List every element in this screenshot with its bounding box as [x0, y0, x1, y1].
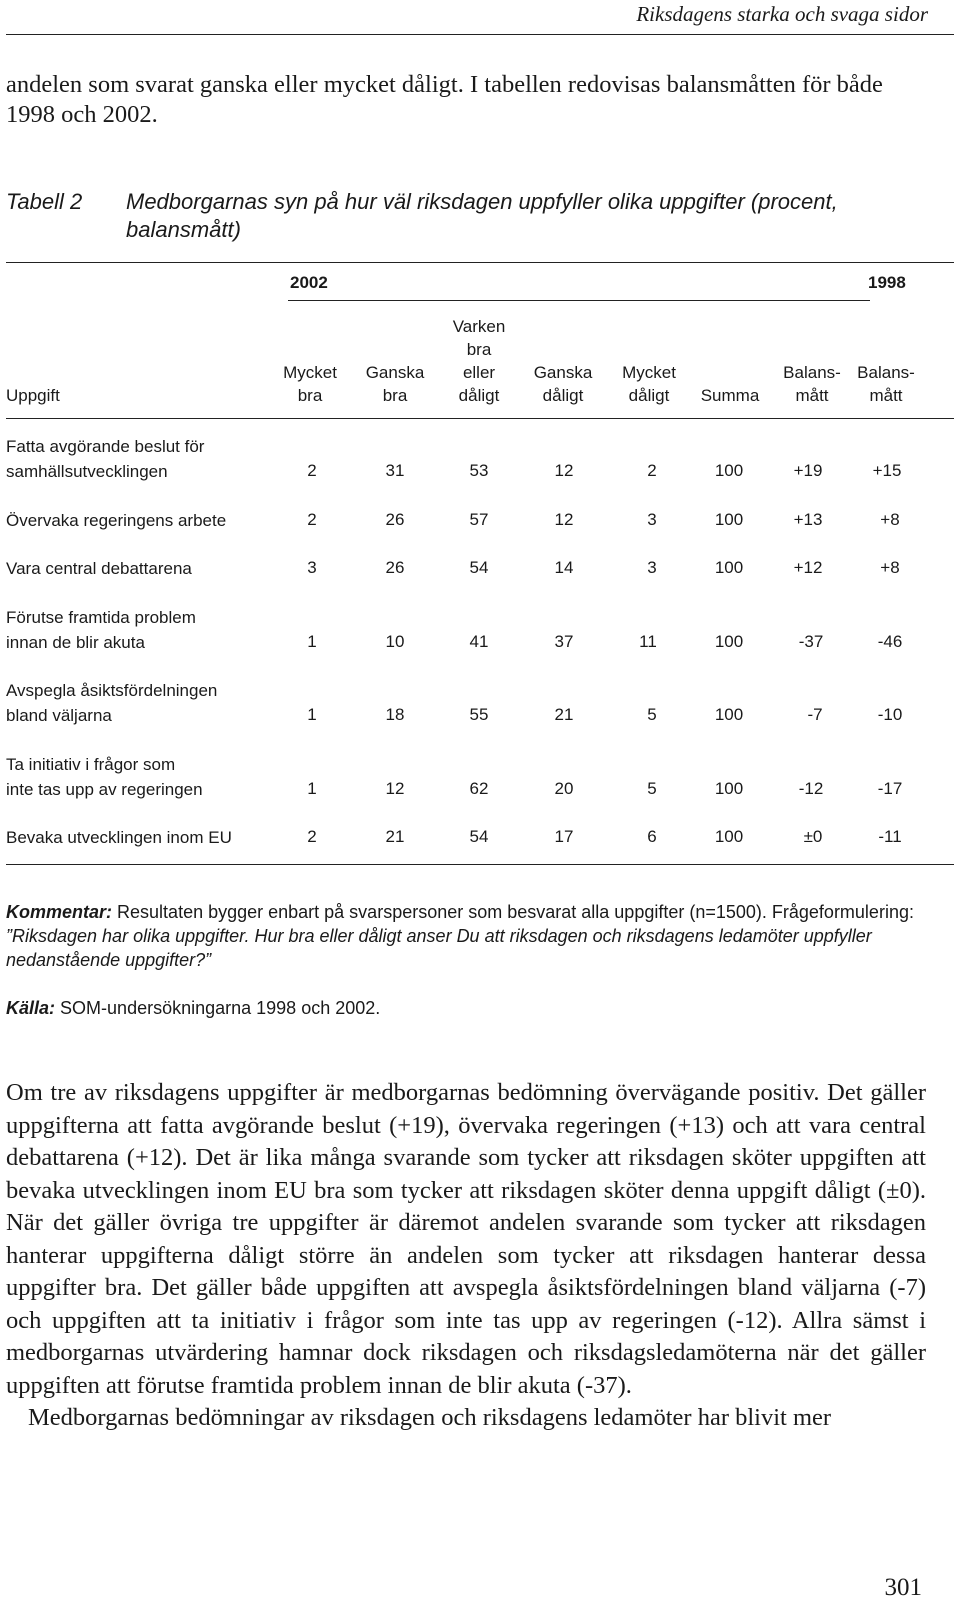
col-header-varken: Varken bra eller dåligt	[452, 317, 506, 405]
header-bottom-rule	[6, 418, 954, 419]
cell-mycket-bra: 3	[307, 558, 317, 577]
cell-balans-1998: -11	[878, 827, 902, 846]
cell-balans-1998: -46	[877, 632, 903, 651]
cell-summa: 100	[714, 827, 744, 846]
table-label: Tabell 2	[6, 189, 83, 214]
cell-varken: 54	[469, 558, 489, 577]
cell-mycket-daligt: 3	[647, 558, 657, 577]
source-text: SOM-undersökningarna 1998 och 2002.	[60, 998, 381, 1018]
comment-text: Resultaten bygger enbart på svarspersoner som besvarat alla uppgifter (n=1500). Frågeformulering:	[117, 902, 914, 922]
cell-ganska-daligt: 21	[554, 705, 574, 724]
cell-mycket-daligt: 2	[647, 461, 657, 480]
table-caption	[6, 188, 936, 244]
cell-ganska-bra: 26	[385, 558, 405, 577]
cell-balans-2002: -7	[807, 705, 823, 724]
running-head: Riksdagens starka och svaga sidor	[636, 2, 928, 26]
cell-summa: 100	[714, 461, 744, 480]
cell-varken: 62	[469, 779, 489, 798]
table-top-rule	[6, 262, 954, 263]
table-row-label: Ta initiativ i frågor som inte tas upp av regeringen	[6, 755, 203, 799]
year-1998-label: 1998	[868, 273, 906, 292]
cell-ganska-bra: 18	[385, 705, 405, 724]
cell-ganska-bra: 12	[385, 779, 405, 798]
table-row-label: Övervaka regeringens arbete	[6, 511, 227, 530]
body-paragraph: Medborgarnas bedömningar av riksdagen och riksdagens ledamöter har blivit mer	[28, 1404, 832, 1431]
cell-mycket-bra: 2	[307, 510, 317, 529]
cell-varken: 54	[469, 827, 489, 846]
col-header-mycket-daligt: Mycket dåligt	[622, 363, 676, 405]
year-2002-rule	[288, 300, 870, 301]
table-title: Medborgarnas syn på hur väl riksdagen uppfyller olika uppgifter (procent, balansmått)	[126, 189, 838, 242]
cell-ganska-daligt: 37	[554, 632, 574, 651]
col-header-ganska-daligt: Ganska dåligt	[533, 363, 593, 405]
table-row-label: Fatta avgörande beslut för samhällsutvecklingen	[6, 437, 205, 481]
cell-balans-1998: +8	[880, 558, 900, 577]
cell-ganska-daligt: 12	[554, 461, 574, 480]
cell-mycket-daligt: 6	[647, 827, 657, 846]
cell-varken: 53	[469, 461, 489, 480]
cell-summa: 100	[714, 779, 744, 798]
cell-balans-2002: +13	[793, 510, 823, 529]
cell-balans-2002: +12	[793, 558, 823, 577]
cell-balans-2002: +19	[793, 461, 823, 480]
cell-balans-2002: ±0	[803, 827, 823, 846]
table-row-label: Vara central debattarena	[6, 559, 192, 578]
table-row-label: Bevaka utvecklingen inom EU	[6, 828, 232, 847]
cell-summa: 100	[714, 558, 744, 577]
year-2002-label: 2002	[290, 273, 328, 292]
cell-ganska-bra: 21	[385, 827, 405, 846]
cell-varken: 57	[469, 510, 489, 529]
cell-summa: 100	[714, 632, 744, 651]
cell-balans-1998: +15	[872, 461, 902, 480]
col-header-balans-2002: Balans- mått	[783, 363, 841, 405]
body-text	[6, 1077, 926, 1435]
cell-balans-1998: -10	[877, 705, 903, 724]
cell-mycket-bra: 1	[307, 779, 317, 798]
cell-balans-2002: -37	[798, 632, 824, 651]
cell-balans-1998: -17	[877, 779, 903, 798]
intro-text: andelen som svarat ganska eller mycket dåligt. I tabellen redovisas balansmåtten för både 1998 och 2002.	[6, 71, 883, 128]
cell-mycket-bra: 1	[307, 632, 317, 651]
cell-varken: 41	[469, 632, 489, 651]
header-rule	[6, 34, 954, 35]
comment-label: Kommentar:	[6, 902, 113, 922]
cell-balans-1998: +8	[880, 510, 900, 529]
cell-mycket-daligt: 3	[647, 510, 657, 529]
page-number: 301	[884, 1574, 922, 1601]
cell-mycket-daligt: 5	[647, 705, 657, 724]
comment-question: ”Riksdagen har olika uppgifter. Hur bra eller dåligt anser Du att riksdagen och riksdagens ledamöter uppfyller nedanstående uppgifter?”	[6, 926, 872, 970]
cell-ganska-daligt: 17	[554, 827, 574, 846]
cell-summa: 100	[714, 705, 744, 724]
table-row-label: Avspegla åsiktsfördelningen bland väljarna	[6, 681, 218, 725]
cell-balans-2002: -12	[798, 779, 824, 798]
col-header-balans-1998: Balans- mått	[857, 363, 915, 405]
cell-ganska-bra: 31	[385, 461, 405, 480]
col-header-summa: Summa	[700, 386, 760, 405]
cell-varken: 55	[469, 705, 489, 724]
cell-mycket-bra: 2	[307, 827, 317, 846]
table-comment	[6, 900, 931, 972]
col-header-uppgift: Uppgift	[6, 386, 60, 405]
table-row-label: Förutse framtida problem innan de blir akuta	[6, 608, 196, 652]
cell-ganska-daligt: 12	[554, 510, 574, 529]
body-paragraph: Om tre av riksdagens uppgifter är medborgarnas bedömning övervägande positiv. Det gäller uppgifterna att fatta avgörande beslut (+19), övervaka regeringen (+13) och att vara central debattarena (+12). Det är lika många svarande som tycker att riksdagen sköter uppgiften att bevaka utvecklingen inom EU bra som tycker att riksdagen sköter denna uppgift dåligt (±0). När det gäller övriga tre uppgifter är däremot andelen svarande som tycker att riksdagen hanterar uppgifterna dåligt större än andelen som tycker att riksdagen hanterar dessa uppgifter bra. Det gäller både uppgiften att avspegla åsiktsfördelningen bland väljarna (-7) och uppgiften att ta initiativ i frågor som inte tas upp av regeringen (-12). Allra sämst i medborgarnas utvärdering hamnar dock riksdagen och riksdagsledamöterna när det gäller uppgiften att förutse framtida problem innan de blir akuta (-37).	[6, 1079, 926, 1399]
cell-mycket-daligt: 11	[639, 632, 657, 651]
cell-ganska-daligt: 20	[554, 779, 574, 798]
cell-ganska-bra: 26	[385, 510, 405, 529]
cell-ganska-bra: 10	[385, 632, 405, 651]
table-bottom-rule	[6, 864, 954, 865]
table-source	[6, 996, 380, 1020]
col-header-ganska-bra: Ganska bra	[365, 363, 425, 405]
col-header-mycket-bra: Mycket bra	[283, 363, 337, 405]
cell-summa: 100	[714, 510, 744, 529]
cell-mycket-bra: 1	[307, 705, 317, 724]
source-label: Källa:	[6, 998, 56, 1018]
cell-ganska-daligt: 14	[554, 558, 574, 577]
cell-mycket-bra: 2	[307, 461, 317, 480]
cell-mycket-daligt: 5	[647, 779, 657, 798]
